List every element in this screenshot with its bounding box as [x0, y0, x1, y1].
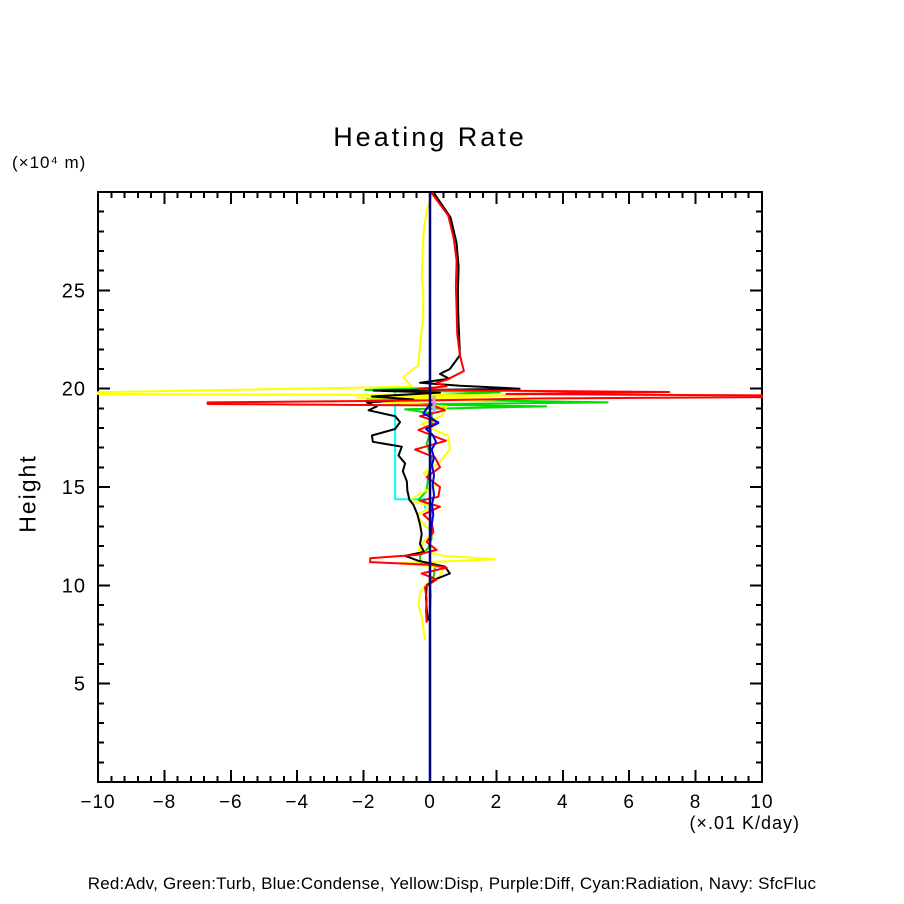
- x-tick-label: −10: [80, 792, 116, 813]
- x-tick-label: 0: [424, 792, 436, 813]
- y-axis-unit-label: (×10⁴ m): [12, 153, 87, 172]
- x-tick-label: −4: [285, 792, 310, 813]
- y-tick-label: 15: [61, 477, 86, 499]
- x-tick-label: −2: [351, 792, 376, 813]
- x-tick-label: −6: [218, 792, 243, 813]
- x-tick-label: 4: [557, 792, 569, 813]
- x-axis-unit-label: (×.01 K/day): [689, 813, 800, 833]
- y-tick-label: 5: [73, 673, 86, 696]
- series-disp-line: [98, 193, 526, 640]
- page-title: Heating Rate: [333, 122, 527, 152]
- x-tick-label: 2: [490, 792, 503, 813]
- y-tick-label: 25: [61, 280, 86, 303]
- series-radiation-line: [395, 390, 426, 509]
- x-tick-label: 6: [623, 792, 635, 813]
- x-tick-label: 10: [750, 792, 774, 813]
- y-axis-name-label: Height: [14, 454, 41, 533]
- legend-text: Red:Adv, Green:Turb, Blue:Condense, Yellow:Disp, Purple:Diff, Cyan:Radiation, Navy: SfcFluc: [87, 874, 817, 893]
- x-tick-label: −8: [152, 792, 177, 813]
- series-turb-line: [365, 388, 607, 621]
- y-tick-label: 10: [61, 575, 86, 598]
- y-tick-label: 20: [61, 378, 86, 401]
- x-tick-label: 8: [689, 792, 702, 813]
